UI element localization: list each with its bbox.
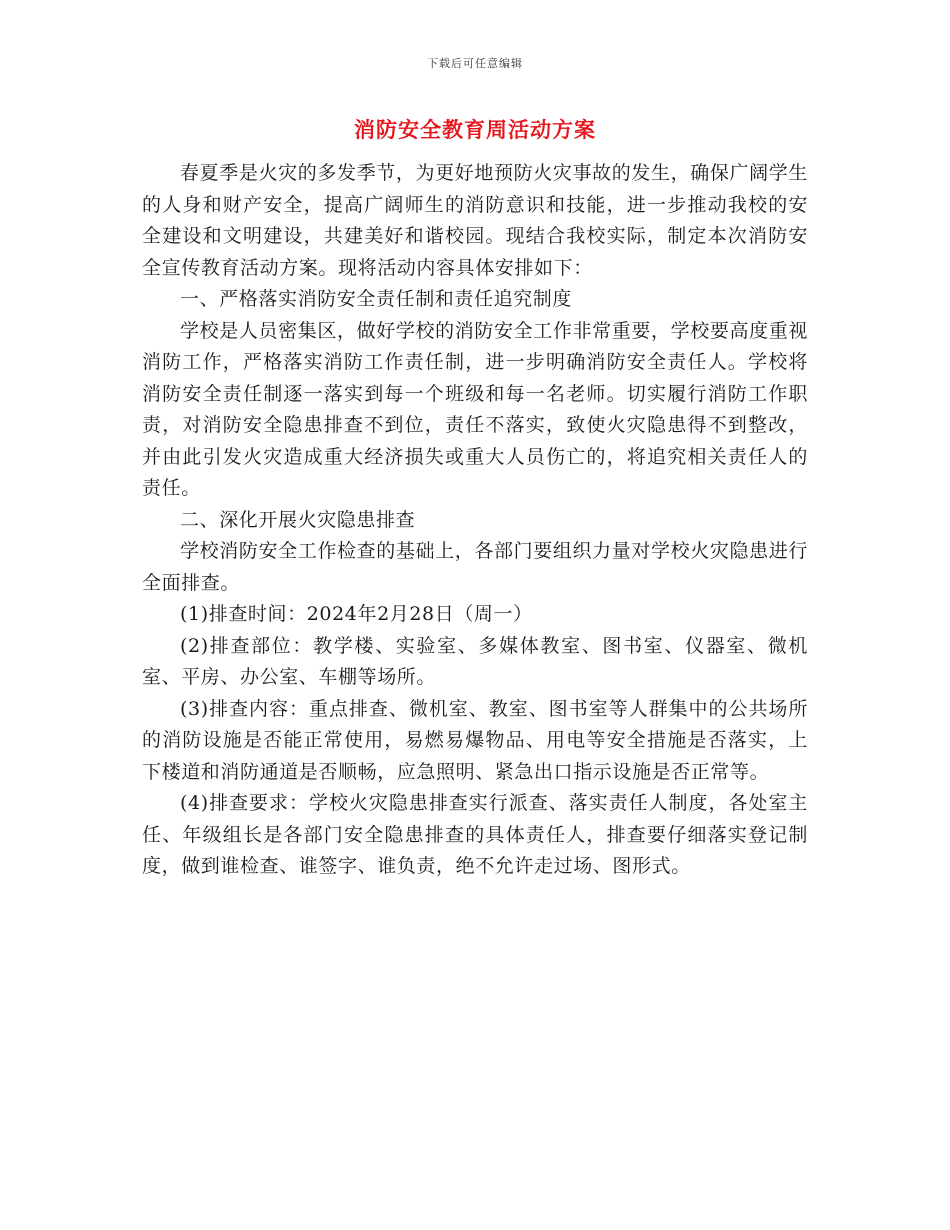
page-header-note: 下载后可任意编辑: [427, 57, 523, 70]
paragraph-responsibility: 学校是人员密集区，做好学校的消防安全工作非常重要，学校要高度重视消防工作，严格落实消防工作责任制，进一步明确消防安全责任人。学校将消防安全责任制逐一落实到每一个班级和每一名老师。切实履行消防工作职责，对消防安全隐患排查不到位，责任不落实，致使火灾隐患得不到整改，并由此引发火灾造成重大经济损失或重大人员伤亡的，将追究相关责任人的责任。: [142, 319, 808, 499]
section-heading-1: 一、严格落实消防安全责任制和责任追究制度: [180, 288, 573, 310]
list-item-time: (1)排查时间：2024年2月28日（周一）: [180, 603, 533, 625]
document-title: 消防安全教育周活动方案: [354, 117, 596, 142]
paragraph-intro: 春夏季是火灾的多发季节，为更好地预防火灾事故的发生，确保广阔学生的人身和财产安全，提高广阔师生的消防意识和技能，进一步推动我校的安全建设和文明建设，共建美好和谐校园。现结合我校实际，制定本次消防安全宣传教育活动方案。现将活动内容具体安排如下：: [142, 162, 808, 279]
paragraph-inspection: 学校消防安全工作检查的基础上，各部门要组织力量对学校火灾隐患进行全面排查。: [142, 540, 808, 594]
list-item-content: (3)排查内容：重点排查、微机室、教室、图书室等人群集中的公共场所的消防设施是否能正常使用，易燃易爆物品、用电等安全措施是否落实，上下楼道和消防通道是否顺畅，应急照明、紧急出口指示设施是否正常等。: [142, 697, 808, 783]
document-body: [142, 158, 808, 883]
section-heading-2: 二、深化开展火灾隐患排查: [180, 508, 416, 531]
list-item-locations: (2)排查部位：教学楼、实验室、多媒体教室、图书室、仪器室、微机室、平房、办公室、车棚等场所。: [142, 634, 808, 688]
list-item-requirements: (4)排查要求：学校火灾隐患排查实行派查、落实责任人制度，各处室主任、年级组长是各部门安全隐患排查的具体责任人，排查要仔细落实登记制度，做到谁检查、谁签字、谁负责，绝不允许走过场、图形式。: [142, 792, 808, 877]
